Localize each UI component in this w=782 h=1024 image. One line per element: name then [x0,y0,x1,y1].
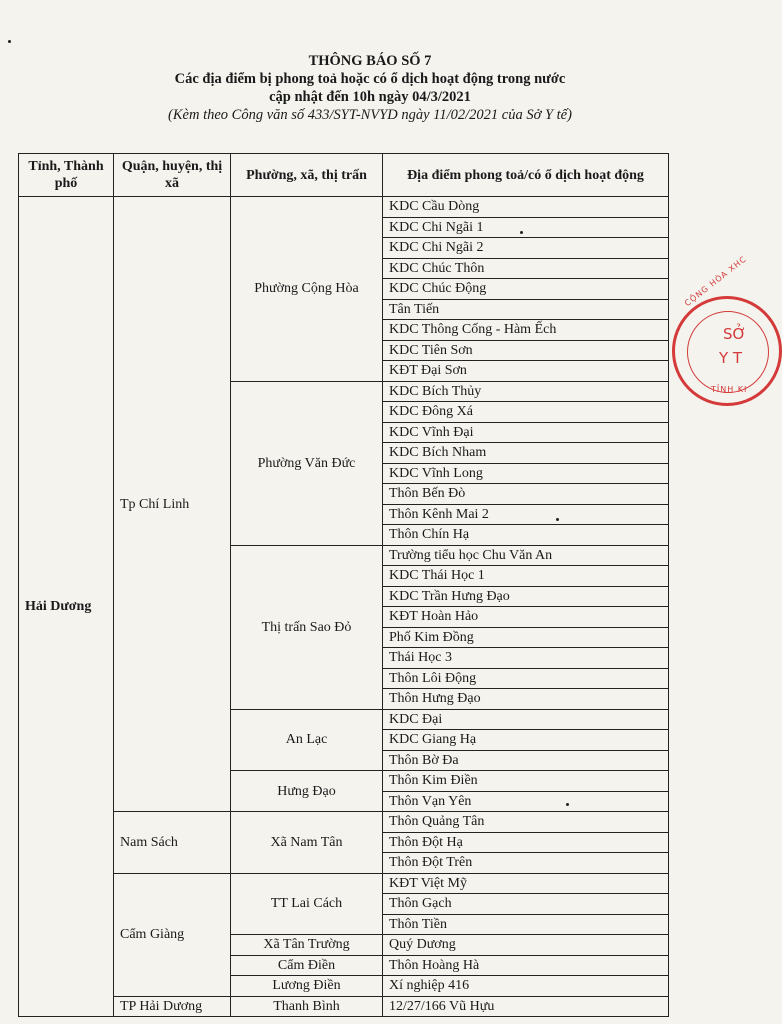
table-row [19,197,669,218]
place-cell: Phố Kim Đồng [383,627,669,648]
place-cell: Thôn Bến Đò [383,484,669,505]
place-cell: Thôn Vạn Yên [383,791,669,812]
place-cell: Thôn Bờ Đa [383,750,669,771]
place-cell: Thôn Quảng Tân [383,812,669,833]
district-cell: TP Hải Dương [114,996,231,1017]
place-cell: Thôn Hưng Đạo [383,689,669,710]
place-cell: Thôn Gạch [383,894,669,915]
place-cell: Thôn Chín Hạ [383,525,669,546]
notice-title: THÔNG BÁO SỐ 7 [308,53,432,69]
place-cell: KDC Giang Hạ [383,730,669,751]
place-cell: Thôn Tiền [383,914,669,935]
place-cell: Thôn Đột Trên [383,853,669,874]
ink-mark [556,518,559,521]
ward-cell: TT Lai Cách [231,873,383,935]
table-row [19,873,669,894]
ward-cell: Xã Nam Tân [231,812,383,874]
place-cell: KDC Chúc Thôn [383,258,669,279]
place-cell: KDC Bích Nham [383,443,669,464]
place-cell: KĐT Đại Sơn [383,361,669,382]
place-cell: KDC Cầu Dòng [383,197,669,218]
place-cell: Thôn Đột Hạ [383,832,669,853]
notice-reference: (Kèm theo Công văn số 433/SYT-NVYD ngày 11/02/2021 của Sở Y tế) [168,107,572,123]
table-row [19,812,669,833]
place-cell: 12/27/166 Vũ Hựu [383,996,669,1017]
province-cell: Hải Dương [19,197,114,1017]
ink-mark [8,40,11,43]
district-cell: Cẩm Giàng [114,873,231,996]
place-cell: KDC Chi Ngãi 1 [383,217,669,238]
col-header-province: Tỉnh, Thành phố [19,154,114,197]
district-cell: Nam Sách [114,812,231,874]
place-cell: Thôn Kim Điền [383,771,669,792]
ward-cell: Xã Tân Trường [231,935,383,956]
ward-cell: Phường Văn Đức [231,381,383,545]
place-cell: KDC Thái Học 1 [383,566,669,587]
place-cell: Tân Tiến [383,299,669,320]
place-cell: KDC Chi Ngãi 2 [383,238,669,259]
place-cell: KDC Chúc Động [383,279,669,300]
stamp-line2: Y T [719,349,743,367]
col-header-district: Quận, huyện, thị xã [114,154,231,197]
place-cell: KDC Đại [383,709,669,730]
place-cell: Thôn Kênh Mai 2 [383,504,669,525]
place-cell: KDC Thông Cống - Hàm Ếch [383,320,669,341]
ward-cell: Thị trấn Sao Đỏ [231,545,383,709]
ward-cell: Thanh Bình [231,996,383,1017]
ward-cell: Phường Cộng Hòa [231,197,383,382]
place-cell: KDC Vĩnh Đại [383,422,669,443]
col-header-ward: Phường, xã, thị trấn [231,154,383,197]
place-cell: KĐT Việt Mỹ [383,873,669,894]
district-cell: Tp Chí Linh [114,197,231,812]
place-cell: KDC Bích Thủy [383,381,669,402]
place-cell: KĐT Hoàn Hảo [383,607,669,628]
place-cell: Quý Dương [383,935,669,956]
place-cell: KDC Trần Hưng Đạo [383,586,669,607]
ward-cell: Lương Điền [231,976,383,997]
ward-cell: Hưng Đạo [231,771,383,812]
place-cell: Xí nghiệp 416 [383,976,669,997]
stamp-arc-bottom: TỈNH KI [711,385,748,394]
place-cell: Trường tiểu học Chu Văn An [383,545,669,566]
ward-cell: An Lạc [231,709,383,771]
ink-mark [520,231,523,234]
table-header-row [19,154,669,197]
stamp-line1: SỞ [723,325,747,343]
place-cell: Thôn Hoàng Hà [383,955,669,976]
lockdown-table [18,153,669,1017]
notice-subtitle: Các địa điểm bị phong toả hoặc có ổ dịch hoạt động trong nước [174,71,566,87]
stamp-arc-top: CỘNG HÒA XHC [683,254,749,309]
place-cell: Thôn Lôi Động [383,668,669,689]
official-stamp [672,254,782,406]
document-header [0,52,740,124]
ink-mark [566,803,569,806]
place-cell: KDC Tiên Sơn [383,340,669,361]
place-cell: Thái Học 3 [383,648,669,669]
table-row [19,996,669,1017]
place-cell: KDC Đông Xá [383,402,669,423]
col-header-place: Địa điểm phong toả/có ổ dịch hoạt động [383,154,669,197]
notice-date: cập nhật đến 10h ngày 04/3/2021 [269,89,471,105]
place-cell: KDC Vĩnh Long [383,463,669,484]
ward-cell: Cẩm Điền [231,955,383,976]
